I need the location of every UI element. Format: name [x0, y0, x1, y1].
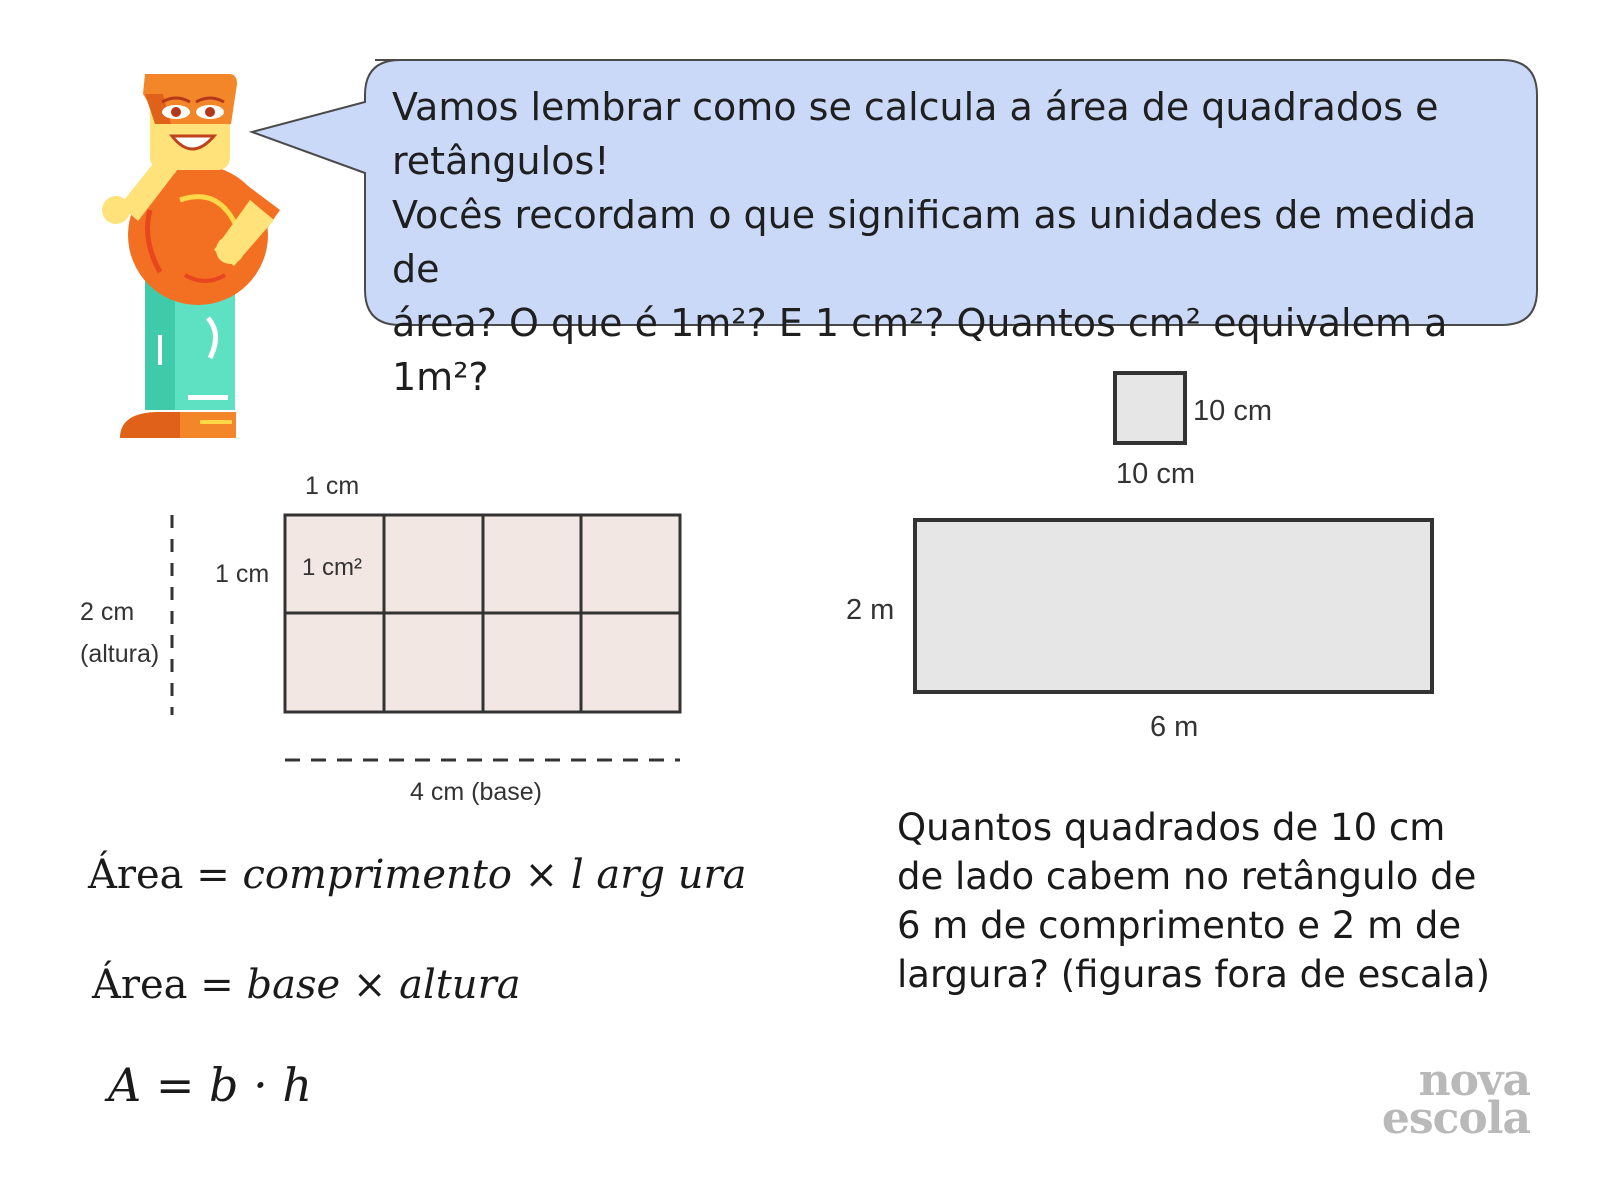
formula-area-base-altura: Área = base × altura	[92, 962, 521, 1008]
question-line: largura? (figuras fora de escala)	[897, 953, 1491, 996]
speech-line: área? O que é 1m²? E 1 cm²? Quantos cm² equivalem a 1m²?	[392, 301, 1448, 399]
big-rectangle-figure	[910, 515, 1440, 700]
formula-lhs: Área	[92, 962, 188, 1008]
speech-line: Vocês recordam o que significam as unidades de medida de	[392, 193, 1477, 291]
question-line: Quantos quadrados de 10 cm	[897, 806, 1446, 849]
question-line: de lado cabem no retângulo de	[897, 855, 1477, 898]
speech-line: Vamos lembrar como se calcula a área de quadrados e	[392, 85, 1439, 129]
grid-cell-label: 1 cm²	[302, 554, 362, 581]
speech-bubble-text	[392, 80, 1522, 404]
small-square-bottom-label: 10 cm	[1116, 458, 1195, 490]
unit-grid-figure	[160, 510, 700, 770]
question-text	[897, 803, 1537, 999]
formula-area-comprimento-largura: Área = comprimento × l arg ura	[88, 852, 747, 898]
nova-escola-logo: nova escola	[1381, 1055, 1530, 1144]
small-square-figure	[1110, 368, 1190, 448]
grid-top-label: 1 cm	[305, 472, 360, 500]
formula-a-b-h: A = b · h	[108, 1058, 312, 1112]
grid-height-note: (altura)	[80, 640, 160, 668]
small-square-side-label: 10 cm	[1193, 395, 1272, 427]
grid-height-label: 2 cm	[80, 598, 135, 626]
grid-side-label: 1 cm	[215, 560, 270, 588]
grid-base-label: 4 cm (base)	[410, 778, 542, 806]
big-rectangle-height-label: 2 m	[846, 594, 895, 626]
formula-lhs: Área	[88, 852, 184, 898]
speech-line: retângulos!	[392, 139, 610, 183]
big-rectangle-width-label: 6 m	[1150, 711, 1199, 743]
question-line: 6 m de comprimento e 2 m de	[897, 904, 1462, 947]
